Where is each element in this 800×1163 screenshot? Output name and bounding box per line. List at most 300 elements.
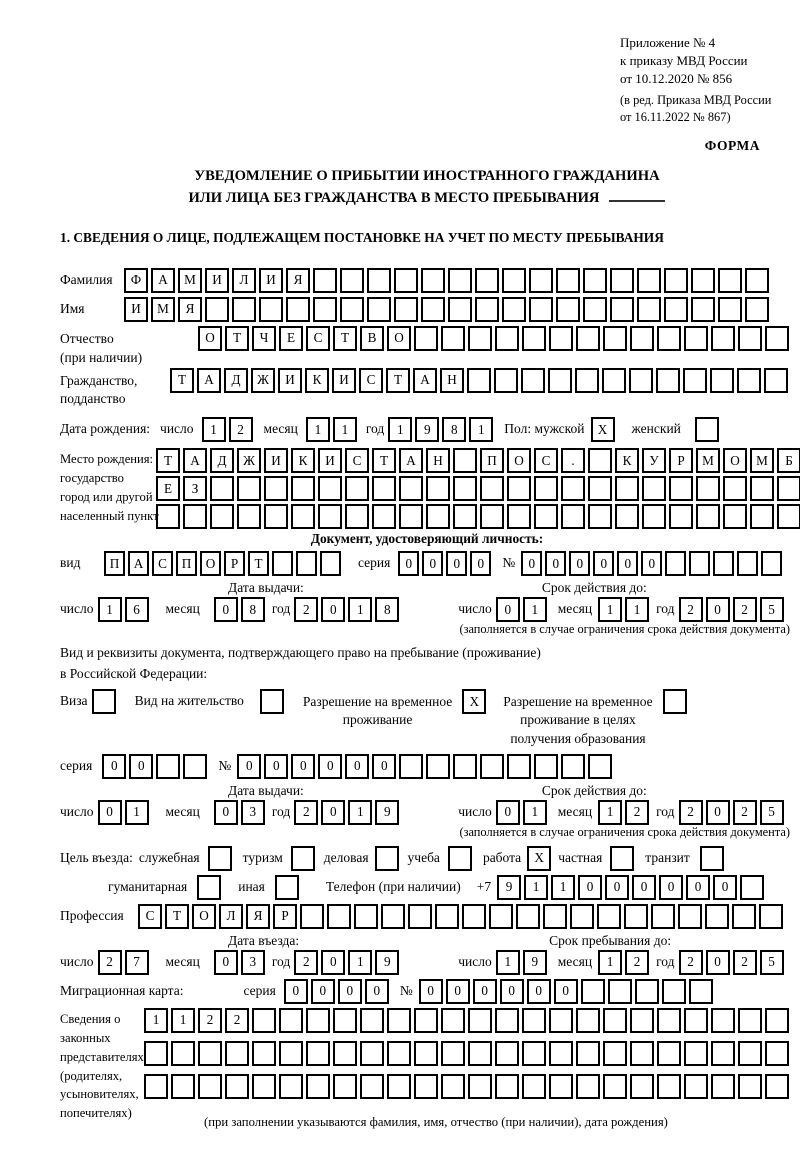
representatives-cell [333,1041,357,1066]
birthplace-cell [561,476,585,501]
migration-number-cell: 0 [419,979,443,1004]
representatives-cell [198,1074,222,1099]
iddoc-valid-year-cell: 2 [733,597,757,622]
representatives-cell [252,1074,276,1099]
iddoc-kind-cell [320,551,341,576]
representatives-cell [522,1041,546,1066]
iddoc-issue-day-cell: 1 [98,597,122,622]
purpose-tourism-checkbox [291,846,315,871]
birthplace-cell [642,476,666,501]
citizenship-label-line2: подданство [60,391,126,407]
iddoc-issue-heading: Дата выдачи: [228,580,304,596]
representatives-cell [711,1041,735,1066]
stay-valid-note: (заполняется в случае ограничения срока действия документа) [459,824,790,839]
surname-cell [475,268,499,293]
stay-number-cell [453,754,477,779]
representatives-cell [441,1008,465,1033]
representatives-cell [738,1008,762,1033]
patronymic-cell [414,326,438,351]
purpose-other-checkbox-cells [275,875,302,900]
entry-day-cells [98,950,152,975]
representatives-cell [765,1041,789,1066]
migration-number-cell [581,979,605,1004]
patronymic-cell [684,326,708,351]
purpose-tourism-label: туризм [242,849,283,865]
birth-day-cell: 2 [229,417,253,442]
profession-row [60,904,794,929]
patronymic-cell [630,326,654,351]
representatives-cell [306,1008,330,1033]
iddoc-dates-row [60,597,794,622]
representatives-cell [360,1008,384,1033]
representatives-cell: 2 [225,1008,249,1033]
purpose-transit-checkbox [700,846,724,871]
section1-heading: 1. СВЕДЕНИЯ О ЛИЦЕ, ПОДЛЕЖАЩЕМ ПОСТАНОВКЕ НА УЧЕТ ПО МЕСТУ ПРЕБЫВАНИЯ [60,229,664,245]
citizenship-cell: Ж [251,368,275,393]
patronymic-cell [576,326,600,351]
phone-digit-cell: 0 [578,875,602,900]
representatives-cell: 2 [198,1008,222,1033]
iddoc-kind-cell: П [176,551,197,576]
rvp-education-label-line: проживание в целях [520,712,636,728]
stay-number-cell [534,754,558,779]
iddoc-issue-year-cell: 1 [348,597,372,622]
citizenship-cell [494,368,518,393]
surname-label: Фамилия [60,271,113,287]
surname-cell [691,268,715,293]
iddoc-kind-cell: О [200,551,221,576]
rvp-education-checkbox-cells [663,689,690,714]
stay-series-cells [102,754,210,779]
surname-cell [394,268,418,293]
representatives-cell [657,1041,681,1066]
purpose-other-checkbox [275,875,299,900]
representatives-cell [549,1008,573,1033]
patronymic-cell: С [306,326,330,351]
representatives-cell [360,1074,384,1099]
migration-number-cells [419,979,716,1004]
iddoc-valid-year-cells [679,597,787,622]
birthplace-cell [588,476,612,501]
birthplace-cell [669,504,693,529]
citizenship-cell [737,368,761,393]
year-label: год [271,803,291,819]
citizenship-cell [764,368,788,393]
rvp-education-label-line: Разрешение на временное [503,694,653,710]
rvp-checkbox-cells [462,689,489,714]
iddoc-number-cell: 0 [545,551,566,576]
stay-issue-day-cells [98,800,152,825]
iddoc-kind-cell: С [152,551,173,576]
entry-year-cell: 2 [294,950,318,975]
surname-cell [421,268,445,293]
birthplace-cell [696,504,720,529]
iddoc-issue-year-cell: 0 [321,597,345,622]
stay-series-cell [156,754,180,779]
surname-cell: А [151,268,175,293]
citizenship-label-line1: Гражданство, [60,372,138,388]
month-label: месяц [557,953,593,969]
citizenship-cell [710,368,734,393]
iddoc-kind-cell: А [128,551,149,576]
iddoc-series-cells [398,551,494,576]
representatives-label: усыновителях, [60,1087,139,1102]
migration-number-cell: 0 [500,979,524,1004]
iddoc-issue-month-cell: 0 [214,597,238,622]
stay-series-label: серия [60,757,93,773]
purpose-business-checkbox-cells [375,846,402,871]
phone-cells [497,875,767,900]
birthplace-cell [777,504,800,529]
representatives-cell [657,1008,681,1033]
birthplace-cell: Т [372,448,396,473]
iddoc-valid-month-cells [598,597,652,622]
stay-issue-heading: Дата выдачи: [228,782,304,798]
appendix-reference [620,34,794,126]
stay-series-cell [183,754,207,779]
birthplace-cell: М [750,448,774,473]
iddoc-number-label: № [502,555,516,571]
purpose-study-label: учеба [407,849,440,865]
stay-until-month-cell: 1 [598,950,622,975]
iddoc-kind-label: вид [60,555,81,571]
birthplace-cell [237,504,261,529]
birthplace-cell [507,476,531,501]
firstname-cell [367,297,391,322]
representatives-cell [333,1074,357,1099]
representatives-label: Сведения о [60,1011,121,1026]
phone-label: Телефон (при наличии) [325,878,461,894]
stay-number-cells [237,754,615,779]
birthplace-cell [750,476,774,501]
stay-number-cell [588,754,612,779]
iddoc-number-cell: 0 [569,551,590,576]
representatives-cell [522,1074,546,1099]
phone-prefix: +7 [476,878,492,894]
month-label: месяц [557,601,593,617]
representatives-cell [738,1041,762,1066]
profession-cell [705,904,729,929]
surname-cell [745,268,769,293]
purpose-humanitarian-checkbox-cells [197,875,224,900]
representatives-cell [603,1074,627,1099]
stay-issue-year-cell: 2 [294,800,318,825]
citizenship-cell [521,368,545,393]
stay-number-label: № [218,757,232,773]
stay-issue-year-cell: 0 [321,800,345,825]
stay-until-day-cell: 1 [496,950,520,975]
purpose-private-checkbox-cells [610,846,637,871]
patronymic-cell [522,326,546,351]
representatives-cell [144,1041,168,1066]
birthplace-cell [426,504,450,529]
birth-year-cell: 1 [469,417,493,442]
representatives-cell [549,1074,573,1099]
citizenship-cell [548,368,572,393]
purpose-label: Цель въезда: [60,849,133,865]
birthplace-cell [480,476,504,501]
iddoc-number-cells [521,551,785,576]
birthplace-cell [183,504,207,529]
surname-cell: Ф [124,268,148,293]
patronymic-cell: Т [225,326,249,351]
purpose-study-checkbox [448,846,472,871]
birthplace-labels [60,448,159,526]
firstname-cell [313,297,337,322]
stay-until-heading: Срок пребывания до: [549,932,672,948]
surname-cell: М [178,268,202,293]
migration-number-cell: 0 [446,979,470,1004]
entry-month-cells [214,950,268,975]
phone-digit-cell: 1 [524,875,548,900]
representatives-cell [171,1074,195,1099]
stay-valid-month-cells [598,800,652,825]
profession-cell [489,904,513,929]
month-label: месяц [557,803,593,819]
purpose-private-checkbox [610,846,634,871]
iddoc-kind-cell [272,551,293,576]
birthplace-cell [210,476,234,501]
representatives-label: представителях [60,1049,144,1064]
birthplace-cell [642,504,666,529]
day-label: число [160,421,194,437]
migration-number-label: № [399,982,413,998]
citizenship-cell: Т [386,368,410,393]
birthplace-cell: Р [669,448,693,473]
firstname-cell [421,297,445,322]
visa-checkbox-cells [92,689,119,714]
migration-card-row [60,979,794,1004]
patronymic-label-line2: (при наличии) [60,349,143,365]
representatives-cell [549,1041,573,1066]
surname-cell [313,268,337,293]
representatives-cell [306,1074,330,1099]
representatives-line2-cells [144,1041,792,1066]
iddoc-valid-year-cell: 0 [706,597,730,622]
iddoc-kind-row [60,551,794,576]
stay-issue-day-cell: 1 [125,800,149,825]
iddoc-series-cell: 0 [470,551,491,576]
surname-cell [448,268,472,293]
firstname-cell [286,297,310,322]
iddoc-date-headings [60,580,794,596]
stay-number-cell: 0 [264,754,288,779]
migration-series-cell: 0 [284,979,308,1004]
purpose-work-label: работа [482,849,522,865]
purpose-study-checkbox-cells [448,846,475,871]
birthplace-cell [588,504,612,529]
migration-number-cell [662,979,686,1004]
firstname-cell [610,297,634,322]
entry-date-heading: Дата въезда: [228,932,300,948]
year-label: год [271,601,291,617]
profession-cell [651,904,675,929]
day-label: число [60,803,94,819]
representatives-cell [171,1041,195,1066]
representatives-cell [576,1008,600,1033]
firstname-cells [124,297,772,322]
firstname-label: Имя [60,300,85,316]
month-label: месяц [165,953,200,969]
purpose-official-checkbox-cells [208,846,235,871]
stay-valid-year-cell: 0 [706,800,730,825]
birthplace-cell: О [723,448,747,473]
rvp-label-line: проживание [342,712,413,728]
stay-until-year-cell: 5 [760,950,784,975]
representatives-cell [252,1008,276,1033]
citizenship-cell [629,368,653,393]
birth-day-cells [202,417,256,442]
citizenship-cell [467,368,491,393]
representatives-cell [657,1074,681,1099]
iddoc-valid-day-cell: 0 [496,597,520,622]
phone-digit-cell: 0 [686,875,710,900]
firstname-cell [502,297,526,322]
birthplace-cell: О [507,448,531,473]
profession-label: Профессия [60,907,124,923]
iddoc-valid-note: (заполняется в случае ограничения срока действия документа) [459,622,790,637]
iddoc-number-cell [713,551,734,576]
birthplace-cell: Д [210,448,234,473]
representatives-cell [360,1041,384,1066]
citizenship-cell [683,368,707,393]
birthplace-cell: Е [156,476,180,501]
year-label: год [656,953,675,969]
representatives-cell [252,1041,276,1066]
iddoc-kind-cell: П [104,551,125,576]
surname-cell [529,268,553,293]
iddoc-issue-day-cell: 6 [125,597,149,622]
migration-number-cell [689,979,713,1004]
year-label: год [656,601,675,617]
patronymic-cell [738,326,762,351]
residence-checkbox-cells [260,689,287,714]
birthplace-cell: С [345,448,369,473]
stay-date-headings [60,783,794,799]
profession-cell [759,904,783,929]
stay-until-year-cell: 2 [733,950,757,975]
birthplace-cell: Т [156,448,180,473]
profession-cell [327,904,351,929]
rvp-label-line: Разрешение на временное [302,694,453,710]
citizenship-cell [656,368,680,393]
stay-doc-intro2: в Российской Федерации: [60,666,208,682]
female-label: женский [631,421,681,437]
patronymic-cell [495,326,519,351]
birthplace-cell: П [480,448,504,473]
year-label: год [365,421,385,437]
profession-cell [516,904,540,929]
representatives-cell [441,1074,465,1099]
birthplace-cell [237,476,261,501]
profession-cell: Т [165,904,189,929]
patronymic-cell: Ч [252,326,276,351]
citizenship-label [60,368,170,410]
patronymic-label-line1: Отчество [60,330,114,346]
stay-number-cell: 0 [345,754,369,779]
profession-cell: Л [219,904,243,929]
surname-cell: Л [232,268,256,293]
surname-cell [610,268,634,293]
profession-cell [597,904,621,929]
citizenship-cell: К [305,368,329,393]
representatives-cell [603,1041,627,1066]
profession-cell [300,904,324,929]
birthplace-cell [318,504,342,529]
birthplace-cell: . [561,448,585,473]
entry-month-cell: 3 [241,950,265,975]
birthplace-cell: С [534,448,558,473]
representatives-block [60,1008,794,1130]
birthplace-cell [615,504,639,529]
month-label: месяц [263,421,298,437]
phone-digit-cell: 0 [632,875,656,900]
birthplace-cell [345,476,369,501]
birthplace-cell: И [318,448,342,473]
birthplace-cell [534,504,558,529]
representatives-line1-cells [144,1008,792,1033]
patronymic-label [60,326,198,368]
iddoc-heading: Документ, удостоверяющий личность: [310,531,544,547]
migration-series-cell: 0 [311,979,335,1004]
appendix-line: от 10.12.2020 № 856 [620,70,733,86]
birthplace-cell [372,476,396,501]
phone-digit-cell: 1 [551,875,575,900]
iddoc-number-cell [665,551,686,576]
stay-dates-row [60,800,794,825]
birthplace-cell [210,504,234,529]
profession-cell [570,904,594,929]
representatives-cell [495,1074,519,1099]
entry-year-cell: 0 [321,950,345,975]
representatives-cell: 1 [144,1008,168,1033]
representatives-cell [279,1074,303,1099]
day-label: число [458,601,492,617]
patronymic-cell [549,326,573,351]
birth-year-cell: 1 [388,417,412,442]
purpose-official-label: служебная [138,849,200,865]
entry-year-cell: 9 [375,950,399,975]
stay-number-cell [399,754,423,779]
stay-until-year-cells [679,950,787,975]
representatives-cell [468,1041,492,1066]
representatives-cell [711,1074,735,1099]
birthplace-cell [345,504,369,529]
representatives-cell [495,1041,519,1066]
birthdate-row [60,417,794,442]
appendix-line: от 16.11.2022 № 867) [620,109,731,124]
day-label: число [458,803,492,819]
surname-row [60,268,794,293]
birthplace-cell [588,448,612,473]
representatives-cell [576,1074,600,1099]
birthplace-cell: К [291,448,315,473]
appendix-line: к приказу МВД России [620,52,748,68]
iddoc-number-cell [689,551,710,576]
birthplace-cell [399,504,423,529]
stay-until-day-cell: 9 [523,950,547,975]
birthplace-cell [399,476,423,501]
migration-series-label: серия [243,982,276,998]
representatives-cell [441,1041,465,1066]
stay-issue-year-cells [294,800,402,825]
birthplace-label: государство [60,471,124,486]
female-checkbox-cells [695,417,722,442]
birthplace-cell: А [399,448,423,473]
patronymic-cell [468,326,492,351]
iddoc-number-cell: 0 [617,551,638,576]
representatives-cell [144,1074,168,1099]
